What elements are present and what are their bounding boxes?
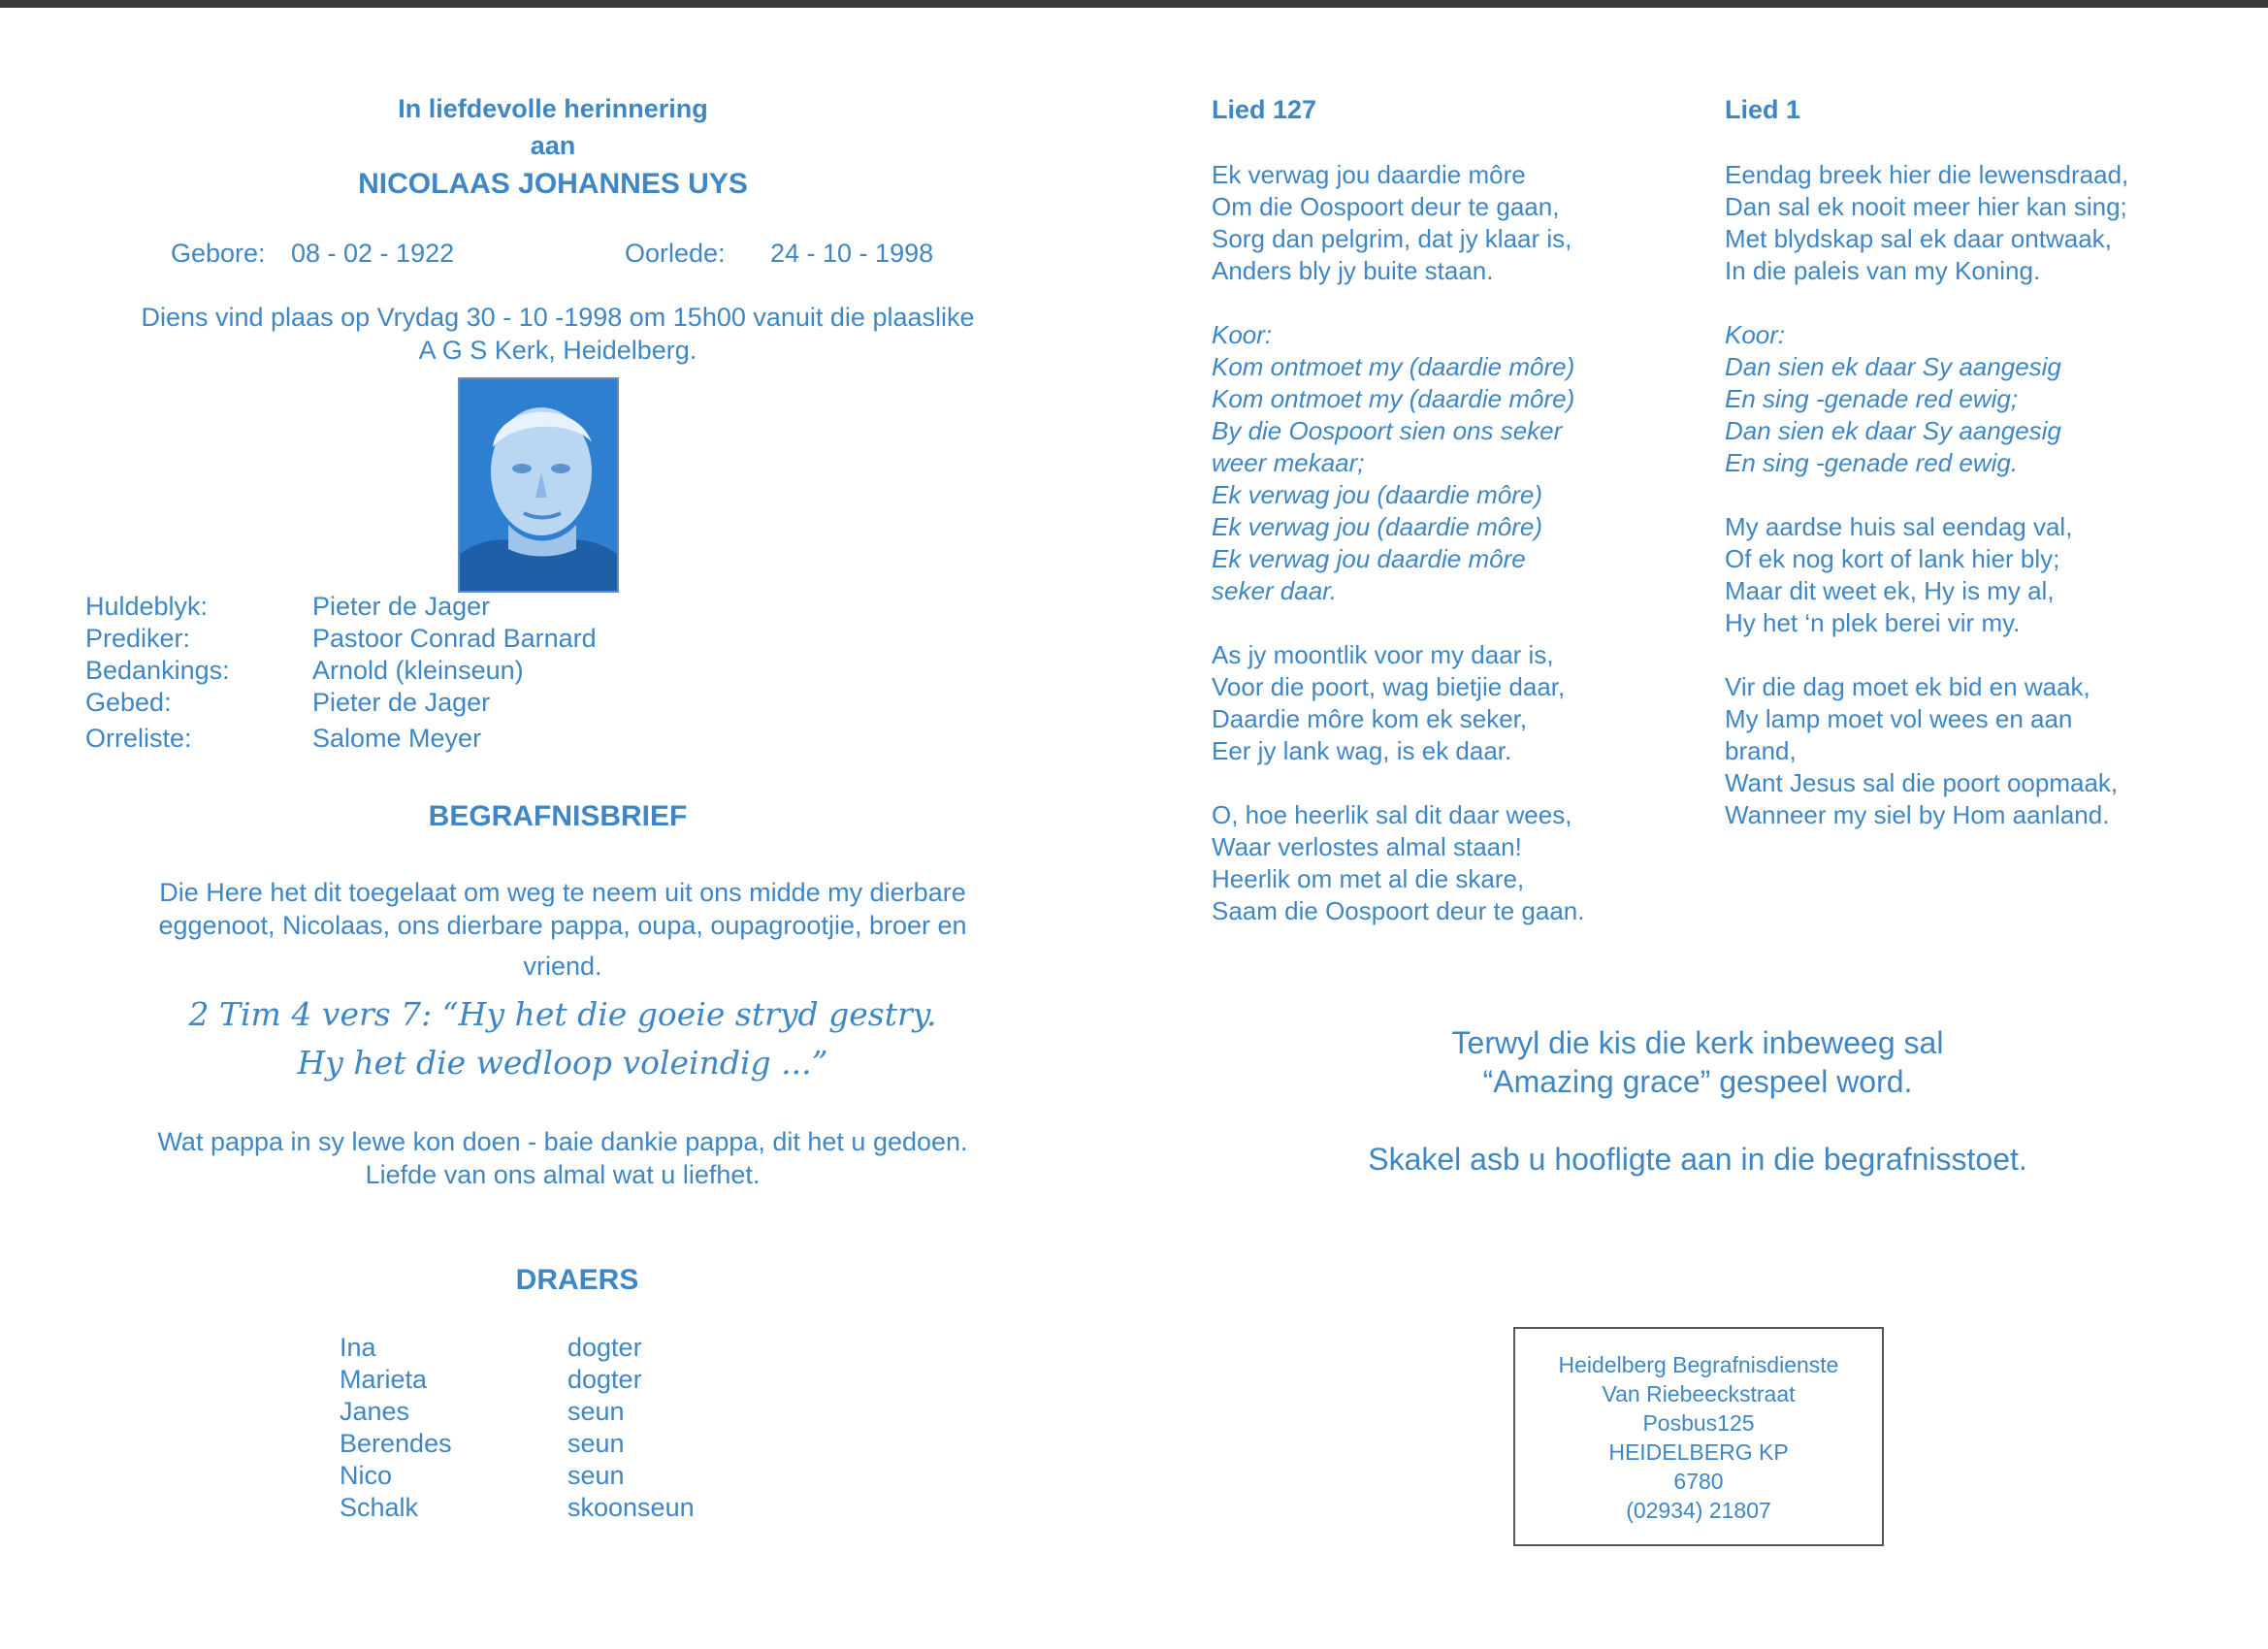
letter-title: BEGRAFNISBRIEF — [428, 800, 688, 832]
role-label: Bedankings: — [85, 656, 230, 685]
hymn-line: Sorg dan pelgrim, dat jy klaar is, — [1212, 224, 1572, 253]
bearer-relation: seun — [567, 1461, 625, 1490]
died-label: Oorlede: — [625, 239, 726, 268]
notice-line-2: “Amazing grace” gespeel word. — [1482, 1064, 1913, 1099]
chorus-line: En sing -genade red ewig; — [1725, 384, 2019, 413]
hymn-line: Eendag breek hier die lewensdraad, — [1725, 160, 2129, 189]
undertaker-line: 6780 — [1673, 1469, 1724, 1494]
procession-notice — [1261, 1023, 2134, 1179]
hymn-line: Want Jesus sal die poort oopmaak, — [1725, 768, 2119, 797]
bearer-name: Nico — [340, 1461, 393, 1490]
undertaker-line: Heidelberg Begrafnisdienste — [1558, 1352, 1839, 1377]
chorus-label: Koor: — [1725, 320, 1786, 349]
hymn-line: In die paleis van my Koning. — [1725, 256, 2041, 285]
chorus-line: Ek verwag jou (daardie môre) — [1212, 512, 1543, 541]
chorus-line: Ek verwag jou daardie môre — [1212, 544, 1526, 573]
chorus-label: Koor: — [1212, 320, 1273, 349]
role-label: Gebed: — [85, 688, 172, 717]
chorus-line: Kom ontmoet my (daardie môre) — [1212, 384, 1575, 413]
roles-labels — [85, 590, 230, 754]
bearer-relation: seun — [567, 1429, 625, 1458]
hymn-line: Daardie môre kom ek seker, — [1212, 704, 1528, 733]
role-label: Prediker: — [85, 624, 191, 653]
hymn-line: Ek verwag jou daardie môre — [1212, 160, 1526, 189]
thanks-line-2: Liefde van ons almal wat u liefhet. — [365, 1160, 761, 1189]
bearers-title: DRAERS — [515, 1264, 639, 1296]
hymn-1-title: Lied 1 — [1725, 95, 1801, 124]
letter-line-2: eggenoot, Nicolaas, ons dierbare pappa, oupa, oupagrootjie, broer en — [158, 911, 967, 940]
chorus-line: By die Oospoort sien ons seker — [1212, 416, 1563, 445]
undertaker-box — [1513, 1327, 1884, 1546]
notice-line-3: Skakel asb u hoofligte aan in die begrafnisstoet. — [1368, 1142, 2027, 1177]
memorial-header — [223, 92, 883, 201]
bearer-relation: dogter — [567, 1333, 642, 1362]
hymn-line: Heerlik om met al die skare, — [1212, 864, 1525, 893]
header-line-1: In liefdevolle herinnering — [398, 94, 708, 123]
bearer-relation: seun — [567, 1397, 625, 1426]
letter-line-1: Die Here het dit toegelaat om weg te neem uit ons midde my dierbare — [159, 878, 966, 907]
hymn-line: Dan sal ek nooit meer hier kan sing; — [1725, 192, 2127, 221]
hymn-line: Om die Oospoort deur te gaan, — [1212, 192, 1560, 221]
thanks-text — [78, 1125, 1048, 1191]
born-date: 08 - 02 - 1922 — [291, 239, 455, 268]
hymn-127-text — [1212, 159, 1584, 927]
chorus-line: seker daar. — [1212, 576, 1338, 605]
died-date: 24 - 10 - 1998 — [770, 239, 934, 268]
bearer-name: Ina — [340, 1333, 376, 1362]
born-label: Gebore: — [171, 239, 266, 268]
role-label: Orreliste: — [85, 724, 192, 753]
hymn-line: As jy moontlik voor my daar is, — [1212, 640, 1554, 669]
role-name: Pastoor Conrad Barnard — [312, 624, 597, 653]
portrait-photo — [458, 377, 619, 593]
hymn-line: My lamp moet vol wees en aan — [1725, 704, 2073, 733]
hymn-line: Voor die poort, wag bietjie daar, — [1212, 672, 1566, 701]
role-label: Huldeblyk: — [85, 592, 209, 621]
letter-line-3: vriend. — [523, 952, 602, 981]
hymn-line: Hy het ‘n plek berei vir my. — [1725, 608, 2021, 637]
role-name: Arnold (kleinseun) — [312, 656, 524, 685]
undertaker-line: Posbus125 — [1642, 1410, 1755, 1436]
hymn-line: My aardse huis sal eendag val, — [1725, 512, 2073, 541]
header-line-2: aan — [530, 131, 576, 160]
hymn-line: O, hoe heerlik sal dit daar wees, — [1212, 800, 1572, 829]
hymn-line: Vir die dag moet ek bid en waak, — [1725, 672, 2090, 701]
undertaker-line: (02934) 21807 — [1626, 1498, 1771, 1523]
undertaker-line: Van Riebeeckstraat — [1602, 1381, 1796, 1406]
bearer-name: Janes — [340, 1397, 410, 1426]
bearer-relation: dogter — [567, 1365, 642, 1394]
role-name: Salome Meyer — [312, 724, 482, 753]
hymn-line: Eer jy lank wag, is ek daar. — [1212, 736, 1512, 765]
role-name: Pieter de Jager — [312, 688, 491, 717]
undertaker-line: HEIDELBERG KP — [1608, 1439, 1789, 1465]
deceased-name: NICOLAAS JOHANNES UYS — [358, 168, 748, 200]
service-info — [97, 301, 1019, 367]
hymn-line: Waar verlostes almal staan! — [1212, 832, 1522, 861]
hymn-line: brand, — [1725, 736, 1797, 765]
service-line-2: A G S Kerk, Heidelberg. — [418, 336, 697, 365]
bearer-name: Schalk — [340, 1493, 419, 1522]
hymn-line: Anders bly jy buite staan. — [1212, 256, 1494, 285]
letter-text — [78, 876, 1048, 983]
service-line-1: Diens vind plaas op Vrydag 30 - 10 -1998 om 15h00 vanuit die plaaslike — [141, 303, 975, 332]
bearer-relation: skoonseun — [567, 1493, 695, 1522]
verse-line-2: Hy het die wedloop voleindig ...” — [297, 1044, 828, 1082]
chorus-line: Ek verwag jou (daardie môre) — [1212, 480, 1543, 509]
chorus-line: Kom ontmoet my (daardie môre) — [1212, 352, 1575, 381]
hymn-127-title: Lied 127 — [1212, 95, 1317, 124]
bearer-name: Berendes — [340, 1429, 452, 1458]
verse-line-1: 2 Tim 4 vers 7: “Hy het die goeie stryd gestry. — [188, 995, 937, 1033]
scripture-verse — [126, 990, 999, 1087]
thanks-line-1: Wat pappa in sy lewe kon doen - baie dankie pappa, dit het u gedoen. — [157, 1127, 968, 1156]
bearers-relations — [567, 1331, 695, 1523]
hymn-line: Saam die Oospoort deur te gaan. — [1212, 896, 1585, 925]
hymn-1-text — [1725, 159, 2128, 831]
notice-line-1: Terwyl die kis die kerk inbeweeg sal — [1451, 1025, 1944, 1060]
chorus-line: En sing -genade red ewig. — [1725, 448, 2019, 477]
role-name: Pieter de Jager — [312, 592, 491, 621]
hymn-line: Maar dit weet ek, Hy is my al, — [1725, 576, 2055, 605]
chorus-line: Dan sien ek daar Sy aangesig — [1725, 352, 2061, 381]
chorus-line: weer mekaar; — [1212, 448, 1365, 477]
hymn-line: Wanneer my siel by Hom aanland. — [1725, 800, 2110, 829]
chorus-line: Dan sien ek daar Sy aangesig — [1725, 416, 2061, 445]
bearer-name: Marieta — [340, 1365, 428, 1394]
hymn-line: Of ek nog kort of lank hier bly; — [1725, 544, 2060, 573]
portrait-image — [460, 379, 617, 591]
hymn-line: Met blydskap sal ek daar ontwaak, — [1725, 224, 2112, 253]
roles-names — [312, 590, 597, 754]
scan-edge — [0, 0, 2268, 8]
bearers-names — [340, 1331, 452, 1523]
